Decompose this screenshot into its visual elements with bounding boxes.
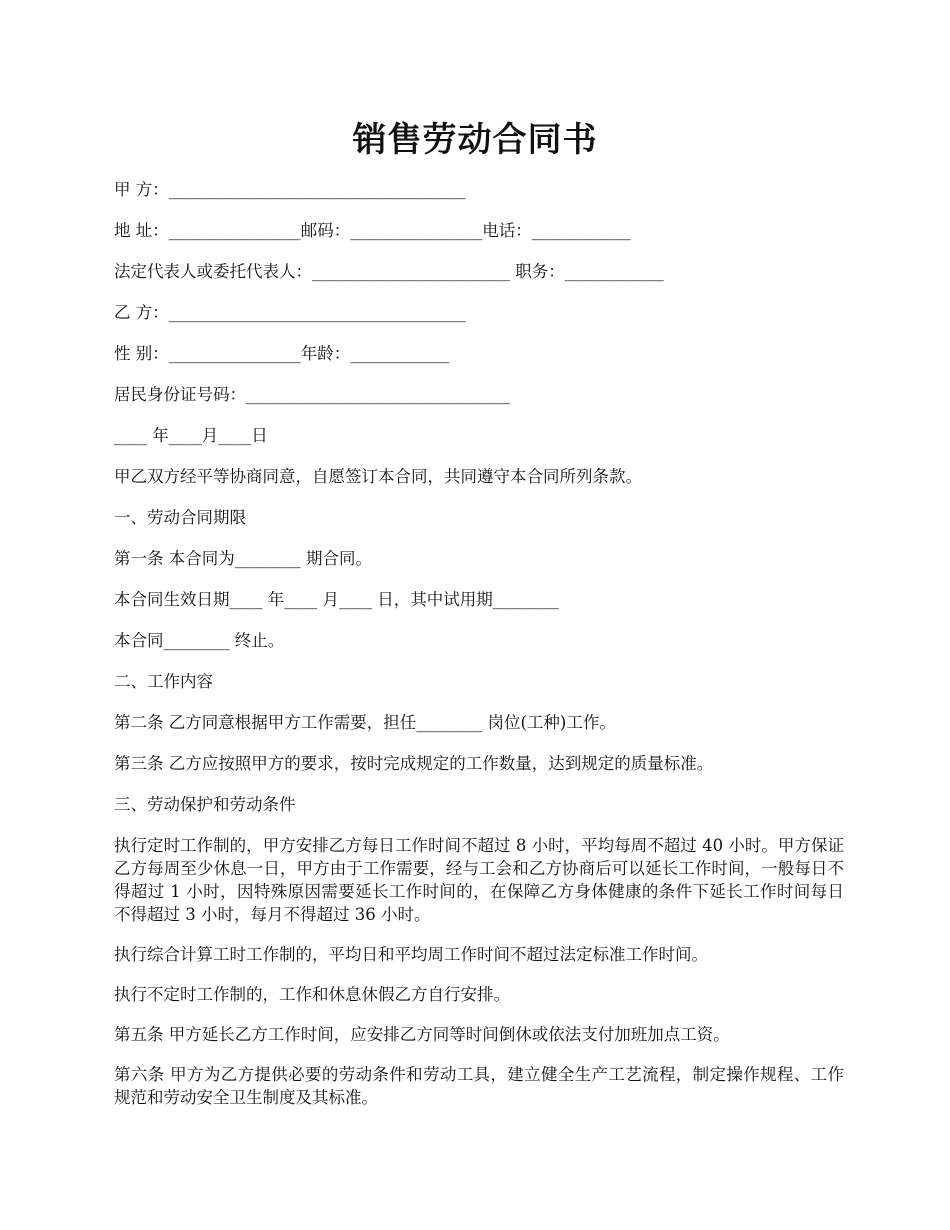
article-5: 第五条 甲方延长乙方工作时间，应安排乙方同等时间倒休或依法支付加班加点工资。 — [114, 1025, 730, 1044]
date-line: ____ 年____月____日 — [114, 426, 268, 445]
id-number-line: 居民身份证号码：________________________________ — [114, 385, 510, 404]
flexible-hours-paragraph: 执行不定时工作制的，工作和休息休假乙方自行安排。 — [114, 985, 510, 1004]
article-3: 第三条 乙方应按照甲方的要求，按时完成规定的工作数量，达到规定的质量标准。 — [114, 754, 714, 773]
article-1: 第一条 本合同为________ 期合同。 — [114, 549, 372, 568]
article-6: 第六条 甲方为乙方提供必要的劳动条件和劳动工具，建立健全生产工艺流程，制定操作规程、工作规范和劳动安全卫生制度及其标准。 — [114, 1065, 844, 1107]
document-title: 销售劳动合同书 — [352, 120, 598, 160]
comprehensive-hours-paragraph: 执行综合计算工时工作制的，平均日和平均周工作时间不超过法定标准工作时间。 — [114, 945, 708, 964]
legal-representative-line: 法定代表人或委托代表人：________________________ 职务：____________ — [114, 262, 664, 281]
agreement-intro: 甲乙双方经平等协商同意，自愿签订本合同，共同遵守本合同所列条款。 — [114, 467, 642, 486]
gender-age-line: 性 别：________________年龄：____________ — [114, 344, 450, 363]
working-hours-paragraph: 执行定时工作制的，甲方安排乙方每日工作时间不超过 8 小时，平均每周不超过 40 小时。甲方保证乙方每周至少休息一日，甲方由于工作需要，经与工会和乙方协商后可以延长工作时间，一般每日不得超过 1 小时，因特殊原因需要延长工作时间的，在保障乙方身体健康的条件下延长工作时间每日不得超过 3 小时，每月不得超过 36 小时。 — [114, 836, 844, 924]
party-b-line: 乙 方：____________________________________ — [114, 303, 466, 322]
address-line: 地 址：________________邮码：________________电话：____________ — [114, 221, 631, 240]
article-2: 第二条 乙方同意根据甲方工作需要，担任________ 岗位(工种)工作。 — [114, 713, 616, 732]
section-heading-labor-protection: 三、劳动保护和劳动条件 — [114, 795, 296, 814]
effective-date-line: 本合同生效日期____ 年____ 月____ 日，其中试用期________ — [114, 590, 559, 609]
document-body — [114, 178, 844, 1126]
section-heading-work-content: 二、工作内容 — [114, 672, 213, 691]
section-heading-term: 一、劳动合同期限 — [114, 508, 246, 527]
termination-line: 本合同________ 终止。 — [114, 631, 285, 650]
party-a-line: 甲 方：____________________________________ — [114, 180, 466, 199]
